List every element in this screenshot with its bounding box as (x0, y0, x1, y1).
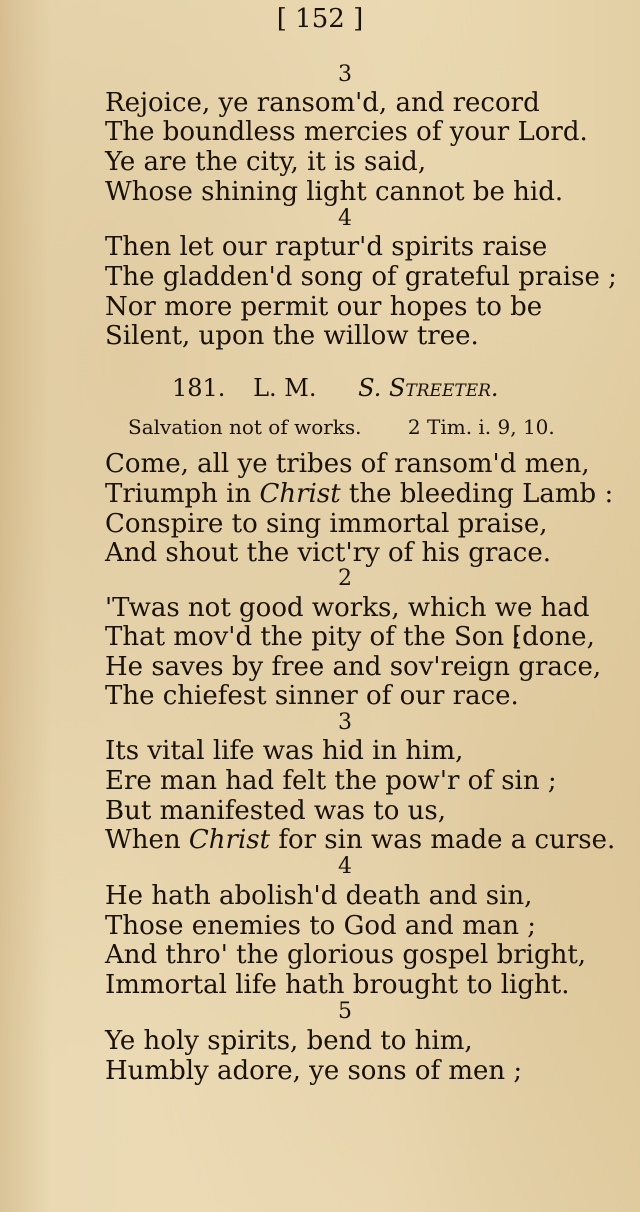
verse-number: 3 (338, 62, 352, 87)
verse-line: Those enemies to God and man ; (105, 911, 536, 941)
verse-line: He hath abolish'd death and sin, (105, 881, 533, 911)
verse-line: 'Twas not good works, which we had (105, 593, 590, 623)
verse-line: Whose shining light cannot be hid. (105, 177, 564, 207)
verse-line: The gladden'd song of grateful praise ; (105, 262, 617, 292)
verse-line: Its vital life was hid in him, (105, 736, 464, 766)
verse-line: The chiefest sinner of our race. (105, 681, 519, 711)
verse-line: Then let our raptur'd spirits raise (105, 232, 548, 262)
verse-line: Nor more permit our hopes to be (105, 292, 543, 322)
verse-line: Rejoice, ye ransom'd, and record (105, 88, 540, 118)
hymn-subtitle (128, 414, 555, 440)
verse-line: Humbly adore, ye sons of men ; (105, 1056, 523, 1086)
hymn-heading (172, 374, 499, 402)
verse-line: Ere man had felt the pow'r of sin ; (105, 766, 557, 796)
verse-line: Ye holy spirits, bend to him, (105, 1026, 473, 1056)
verse-number: 2 (338, 566, 352, 591)
verse-line: Triumph in Christ the bleeding Lamb : (105, 479, 614, 509)
page-number: [ 152 ] (276, 4, 364, 34)
verse-line: Come, all ye tribes of ransom'd men, (105, 449, 590, 479)
verse-number: 4 (338, 854, 352, 879)
verse-line: Immortal life hath brought to light. (105, 970, 570, 1000)
verse-line: And shout the vict'ry of his grace. (105, 538, 552, 568)
verse-number: 3 (338, 710, 352, 735)
verse-number: 4 (338, 206, 352, 231)
hymn-meter: L. M. (253, 374, 317, 402)
verse-line: Silent, upon the willow tree. (105, 321, 479, 351)
verse-line: Conspire to sing immortal praise, (105, 509, 548, 539)
hymn-subject: Salvation not of works. (128, 415, 362, 439)
verse-line: He saves by free and sov'reign grace, (105, 652, 602, 682)
verse-line: That mov'd the pity of the Son ; (105, 622, 522, 652)
verse-line: When Christ for sin was made a curse. (105, 825, 616, 855)
verse-number: 5 (338, 999, 352, 1024)
verse-line: Ye are the city, it is said, (105, 147, 427, 177)
hymn-author: S. Streeter. (358, 374, 499, 402)
verse-line: The boundless mercies of your Lord. (105, 117, 588, 147)
verse-line: And thro' the glorious gospel bright, (105, 940, 587, 970)
verse-line: But manifested was to us, (105, 796, 446, 826)
verse-line-overflow: [done, (512, 622, 595, 652)
scripture-reference: 2 Tim. i. 9, 10. (407, 415, 555, 439)
hymn-number: 181. (172, 374, 226, 402)
